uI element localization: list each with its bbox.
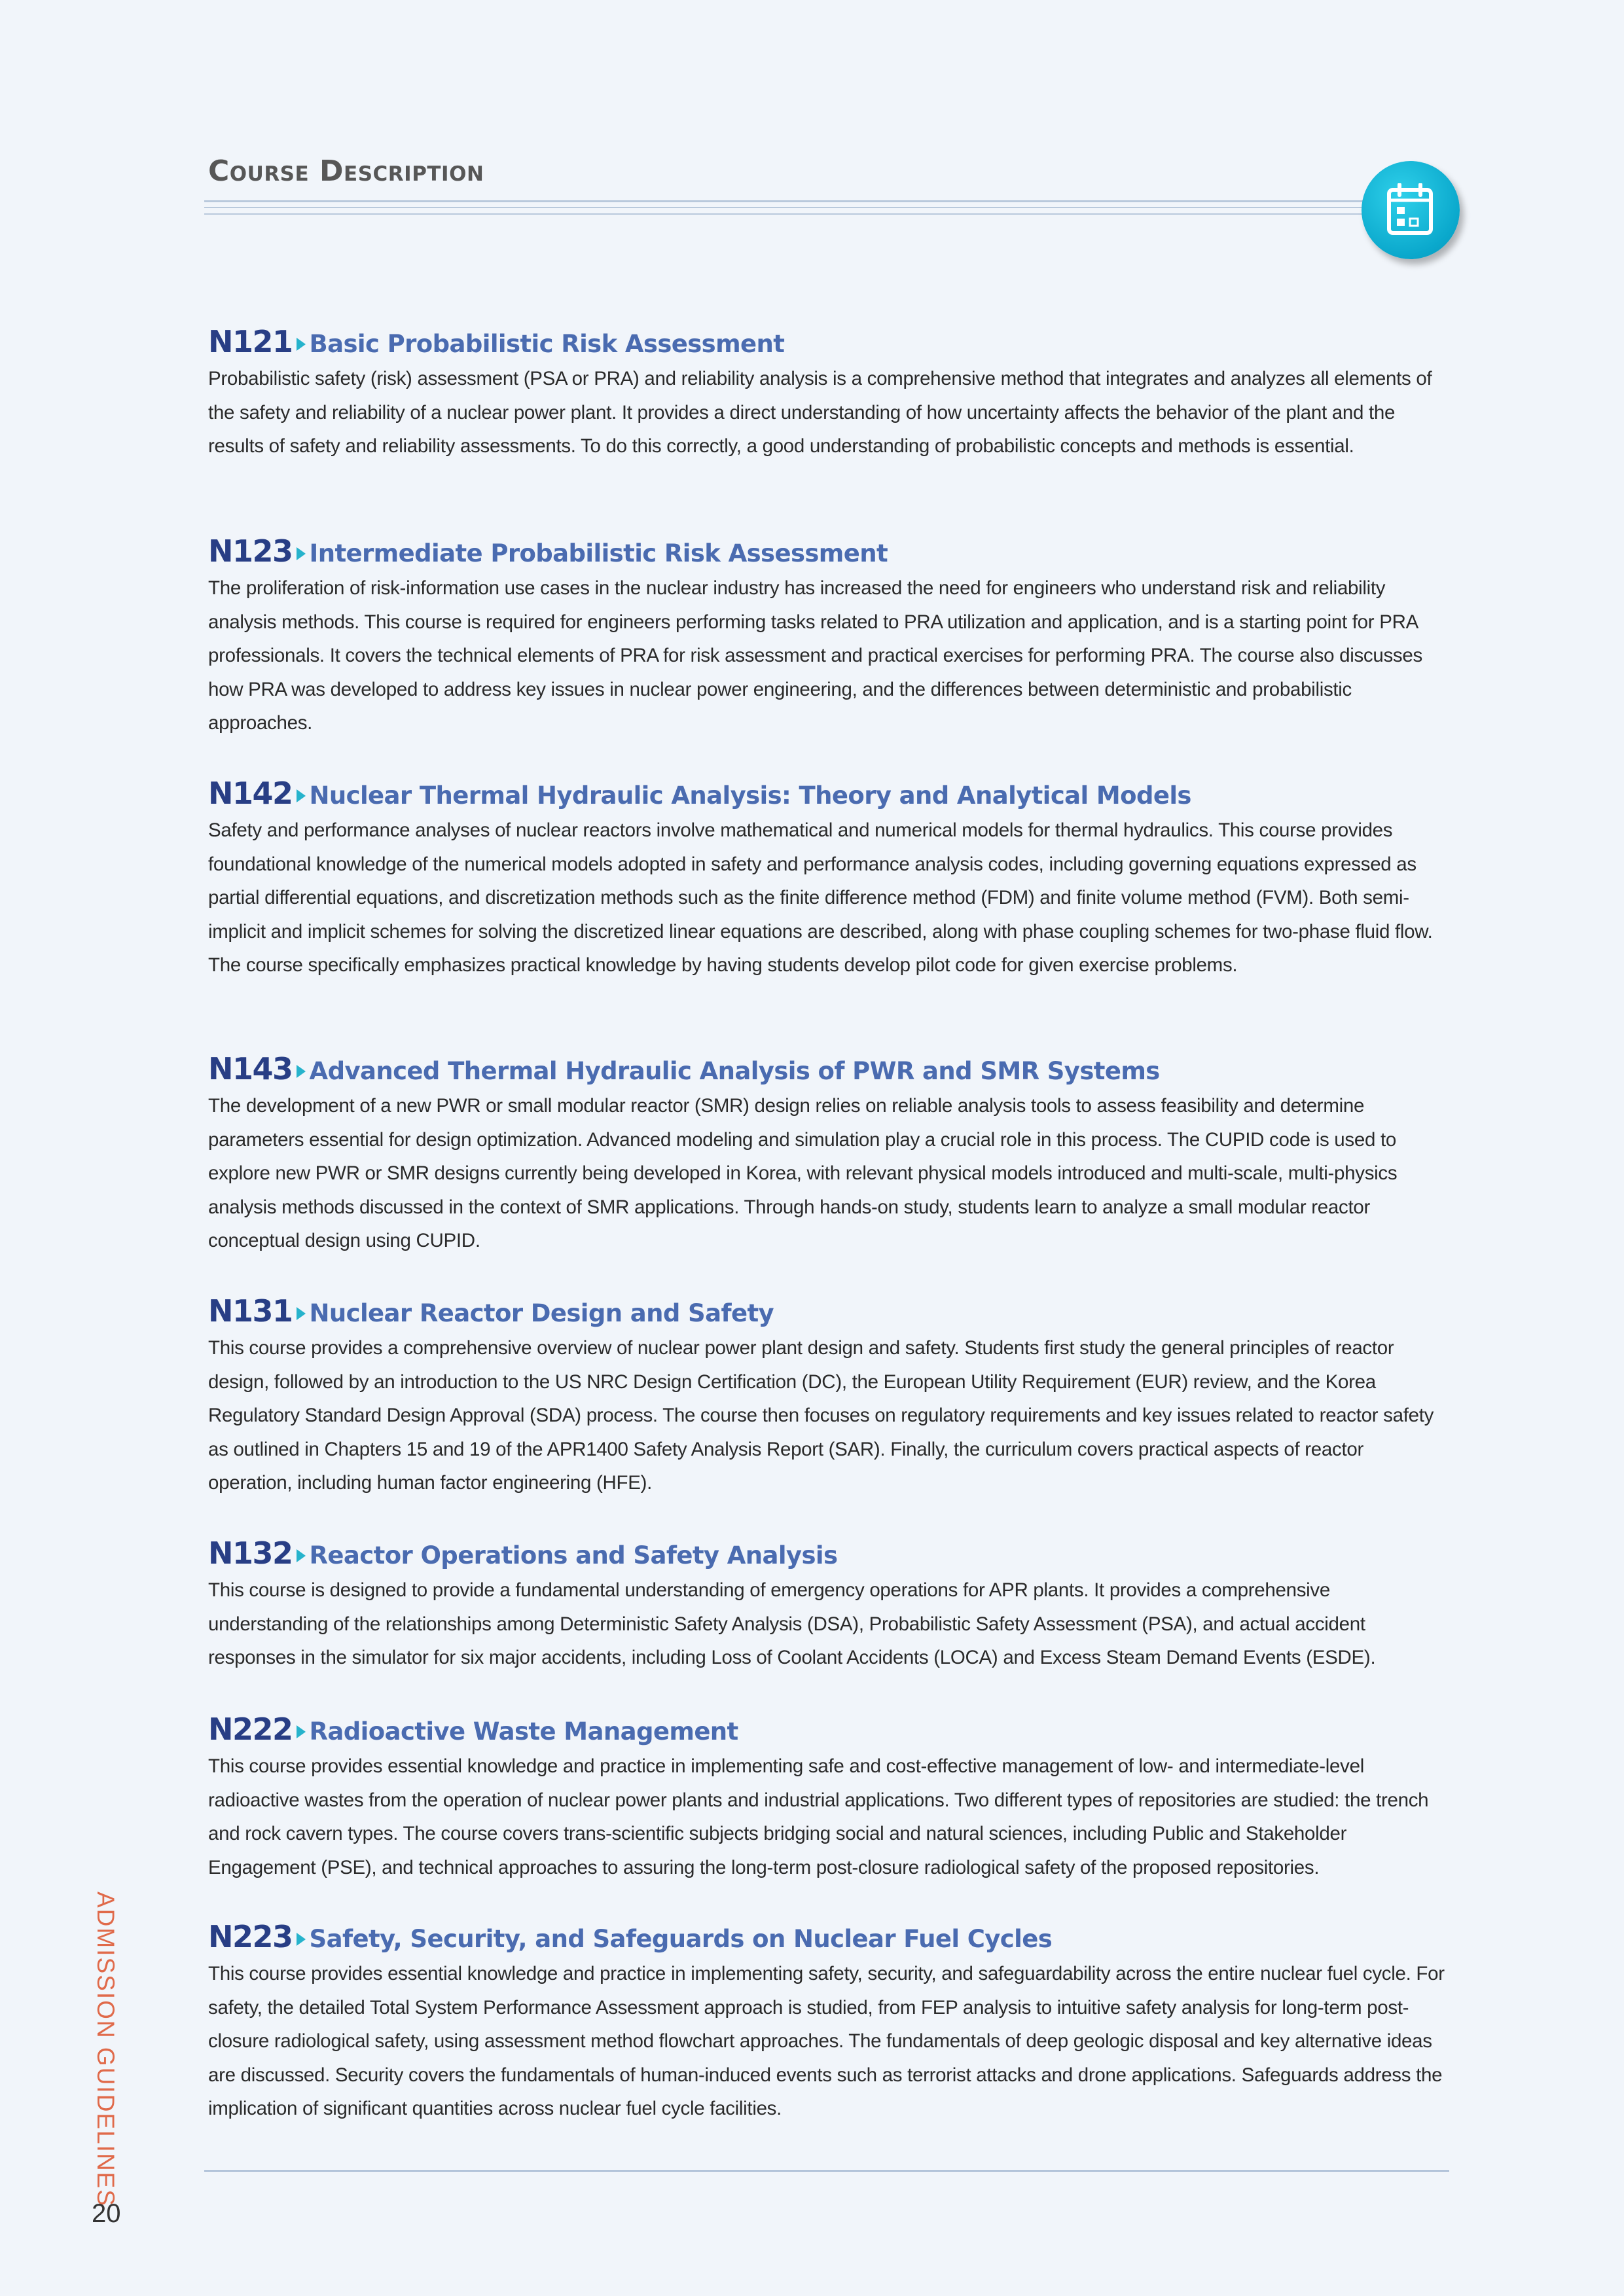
page-number: 20 (92, 2199, 121, 2228)
course-description: Probabilistic safety (risk) assessment (PSA or PRA) and reliability analysis is a comprehensive method that integrates and analyzes all elements of the safety and reliability of a nuclear power plant. It provides a direct understanding of how uncertainty affects the behavior of the plant and the results of safety and reliability assessments. To do this correctly, a good understanding of probabilistic concepts and methods is essential. (208, 368, 1432, 457)
course-entry (208, 1712, 1445, 1884)
arrow-icon (297, 1307, 306, 1320)
course-description: This course provides a comprehensive overview of nuclear power plant design and safety. Students first study the general principles of reactor design, followed by an introduction to the US NRC Design Certification (DC), the European Utility Requirement (EUR) review, and the Korea Regulatory Standard Design Approval (SDA) process. The course then focuses on regulatory requirements and key issues related to reactor safety as outlined in Chapters 15 and 19 of the APR1400 Safety Analysis Report (SAR). Finally, the curriculum covers practical aspects of reactor operation, including human factor engineering (HFE). (208, 1337, 1434, 1494)
course-heading (208, 324, 1445, 362)
header-divider (204, 200, 1369, 202)
arrow-icon (297, 1725, 306, 1738)
calendar-icon (1386, 183, 1435, 236)
course-entry (208, 533, 1445, 740)
course-heading (208, 1535, 1445, 1573)
course-title: Safety, Security, and Safeguards on Nuclear Fuel Cycles (309, 1925, 1053, 1953)
course-title: Basic Probabilistic Risk Assessment (309, 330, 785, 358)
course-description: This course is designed to provide a fundamental understanding of emergency operations for APR plants. It provides a comprehensive understanding of the relationships among Deterministic Safety Analysis (DSA), Probabilistic Safety Assessment (PSA), and actual accident responses in the simulator for six major accidents, including Loss of Coolant Accidents (LOCA) and Excess Steam Demand Events (ESDE). (208, 1579, 1376, 1668)
course-entry (208, 776, 1445, 982)
course-title: Nuclear Thermal Hydraulic Analysis: Theory and Analytical Models (309, 781, 1191, 810)
course-description: Safety and performance analyses of nuclear reactors involve mathematical and numerical models for thermal hydraulics. This course provides foundational knowledge of the numerical models adopted in safety and performance analysis codes, including governing equations expressed as partial differential equations, and discretization methods such as the finite difference method (FDM) and finite volume method (FVM). Both semi-implicit and implicit schemes for solving the discretized linear equations are described, along with phase coupling schemes for two-phase fluid flow. The course specifically emphasizes practical knowledge by having students develop pilot code for given exercise problems. (208, 819, 1433, 976)
course-title: Radioactive Waste Management (309, 1717, 738, 1746)
course-entry (208, 1293, 1445, 1500)
course-entry (208, 1535, 1445, 1675)
side-section-label: ADMISSION GUIDELINES (92, 1892, 119, 2208)
footer-divider (204, 2170, 1449, 2172)
course-title: Reactor Operations and Safety Analysis (309, 1541, 838, 1570)
course-heading (208, 1919, 1445, 1957)
course-heading (208, 776, 1445, 814)
arrow-icon (297, 338, 306, 351)
course-code: N121 (208, 324, 293, 359)
course-title: Nuclear Reactor Design and Safety (309, 1299, 774, 1327)
header-divider (204, 207, 1369, 208)
course-description: The proliferation of risk-information use cases in the nuclear industry has increased the need for engineers who understand risk and reliability analysis methods. This course is required for engineers performing tasks related to PRA utilization and application, and is a starting point for PRA professionals. It covers the technical elements of PRA for risk assessment and practical exercises for performing PRA. The course also discusses how PRA was developed to address key issues in nuclear power engineering, and the differences between deterministic and probabilistic approaches. (208, 577, 1422, 734)
course-entry (208, 1919, 1445, 2126)
course-heading (208, 533, 1445, 571)
course-heading (208, 1293, 1445, 1331)
course-code: N223 (208, 1919, 293, 1954)
course-description: This course provides essential knowledge and practice in implementing safe and cost-effective management of low- and intermediate-level radioactive wastes from the operation of nuclear power plants and industrial applications. Two different types of repositories are studied: the trench and rock cavern types. The course covers trans-scientific subjects bridging social and natural sciences, including Public and Stakeholder Engagement (PSE), and technical approaches to assuring the long-term post-closure radiological safety of the proposed repositories. (208, 1755, 1429, 1878)
course-code: N132 (208, 1535, 293, 1571)
course-code: N131 (208, 1293, 293, 1329)
arrow-icon (297, 1065, 306, 1078)
course-entry (208, 324, 1445, 463)
course-description: This course provides essential knowledge and practice in implementing safety, security, and safeguardability across the entire nuclear fuel cycle. For safety, the detailed Total System Performance Assessment approach is studied, from FEP analysis to intuitive safety analysis for long-term post-closure radiological safety, using assessment method flowchart approaches. The fundamentals of deep geologic disposal and key alternative ideas are discussed. Security covers the fundamentals of human-induced events such as terrorist attacks and drone applications. Safeguards address the implication of significant quantities across nuclear fuel cycle facilities. (208, 1963, 1445, 2119)
course-title: Advanced Thermal Hydraulic Analysis of PWR and SMR Systems (309, 1057, 1160, 1085)
course-code: N142 (208, 776, 293, 811)
arrow-icon (297, 1933, 306, 1946)
course-title: Intermediate Probabilistic Risk Assessment (309, 539, 888, 567)
course-entry (208, 1051, 1445, 1258)
arrow-icon (297, 1549, 306, 1562)
course-code: N222 (208, 1712, 293, 1747)
page-title: Course Description (208, 154, 484, 188)
course-code: N123 (208, 533, 293, 569)
course-heading (208, 1051, 1445, 1089)
course-description: The development of a new PWR or small modular reactor (SMR) design relies on reliable analysis tools to assess feasibility and determine parameters essential for design optimization. Advanced modeling and simulation play a crucial role in this process. The CUPID code is used to explore new PWR or SMR designs currently being developed in Korea, with relevant physical models introduced and multi-scale, multi-physics analysis methods discussed in the context of SMR applications. Through hands-on study, students learn to analyze a small modular reactor conceptual design using CUPID. (208, 1095, 1398, 1251)
course-heading (208, 1712, 1445, 1749)
arrow-icon (297, 789, 306, 802)
calendar-badge (1362, 161, 1460, 259)
header-divider (204, 213, 1369, 215)
arrow-icon (297, 547, 306, 560)
course-code: N143 (208, 1051, 293, 1086)
